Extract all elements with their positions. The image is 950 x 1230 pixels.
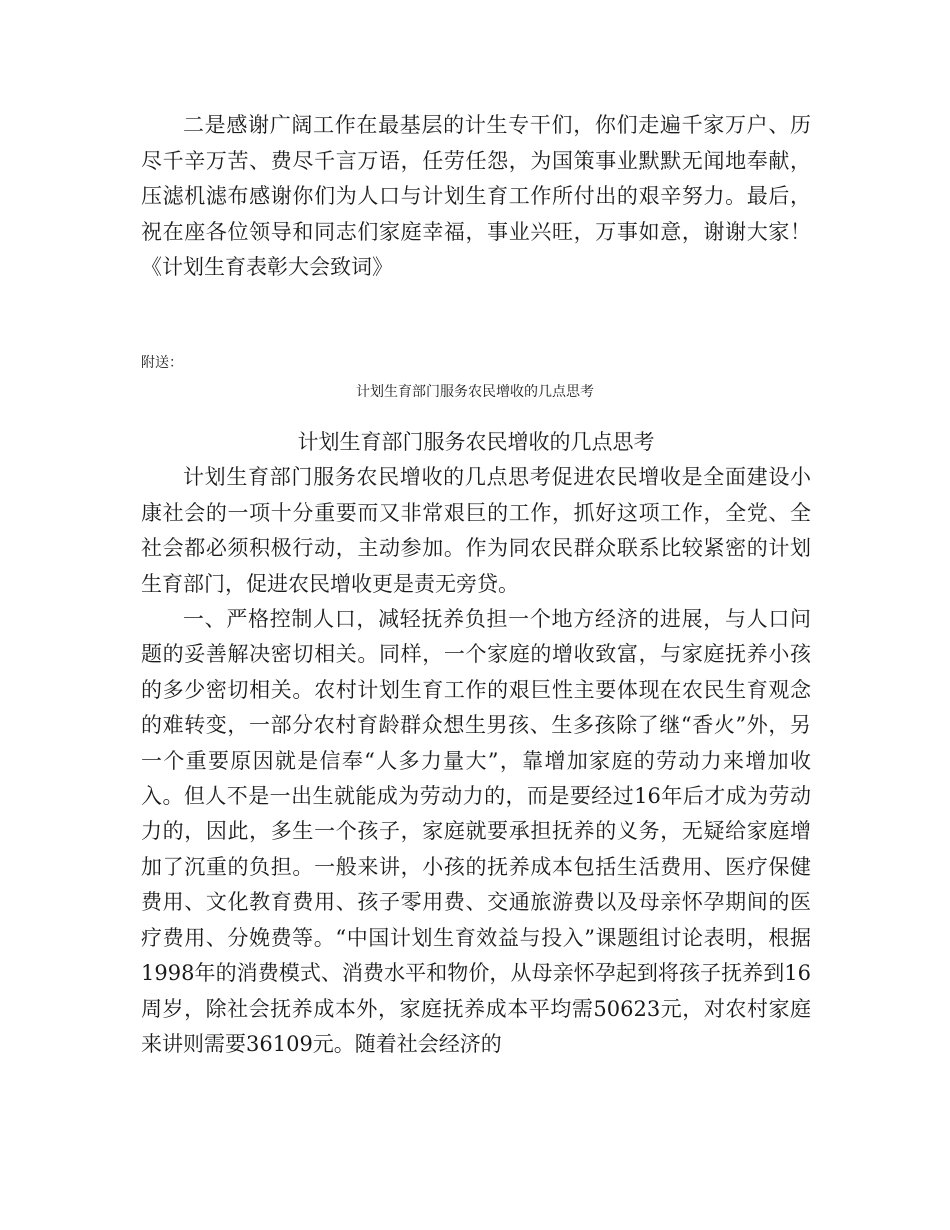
- closing-paragraph: 二是感谢广阔工作在最基层的计生专干们，你们走遍千家万户、历尽千辛万苦、费尽千言万语，任劳任怨，为国策事业默默无闻地奉献，压滤机滤布感谢你们为人口与计划生育工作所付出的艰辛努力。最后，祝在座各位领导和同志们家庭幸福，事业兴旺，万事如意，谢谢大家！《计划生育表彰大会致词》: [141, 113, 811, 279]
- attachment-title: 计划生育部门服务农民增收的几点思考: [356, 384, 594, 400]
- closing-section: [141, 108, 811, 286]
- article-paragraph-2: 一、严格控制人口，减轻抚养负担一个地方经济的进展，与人口问题的妥善解决密切相关。同样，一个家庭的增收致富，与家庭抚养小孩的多少密切相关。农村计划生育工作的艰巨性主要体现在农民生育观念的难转变，一部分农村育龄群众想生男孩、生多孩除了继“香火”外，另一个重要原因就是信奉“人多力量大”，靠增加家庭的劳动力来增加收入。但人不是一出生就能成为劳动力的，而是要经过16年后才成为劳动力的，因此，多生一个孩子，家庭就要承担抚养的义务，无疑给家庭增加了沉重的负担。一般来讲，小孩的抚养成本包括生活费用、医疗保健费用、文化教育费用、孩子零用费、交通旅游费以及母亲怀孕期间的医疗费用、分娩费等。“中国计划生育效益与投入”课题组讨论表明，根据1998年的消费模式、消费水平和物价，从母亲怀孕起到将孩子抚养到16周岁，除社会抚养成本外，家庭抚养成本平均需50623元，对农村家庭来讲则需要36109元。随着社会经济的: [141, 607, 811, 1056]
- article-paragraph-1: 计划生育部门服务农民增收的几点思考促进农民增收是全面建设小康社会的一项十分重要而又非常艰巨的工作，抓好这项工作，全党、全社会都必须积极行动，主动参加。作为同农民群众联系比较紧密的计划生育部门，促进农民增收更是责无旁贷。: [141, 465, 811, 596]
- attachment-label: 附送：: [141, 355, 183, 371]
- article-heading: 计划生育部门服务农民增收的几点思考: [297, 430, 655, 454]
- article-section: [141, 425, 811, 1062]
